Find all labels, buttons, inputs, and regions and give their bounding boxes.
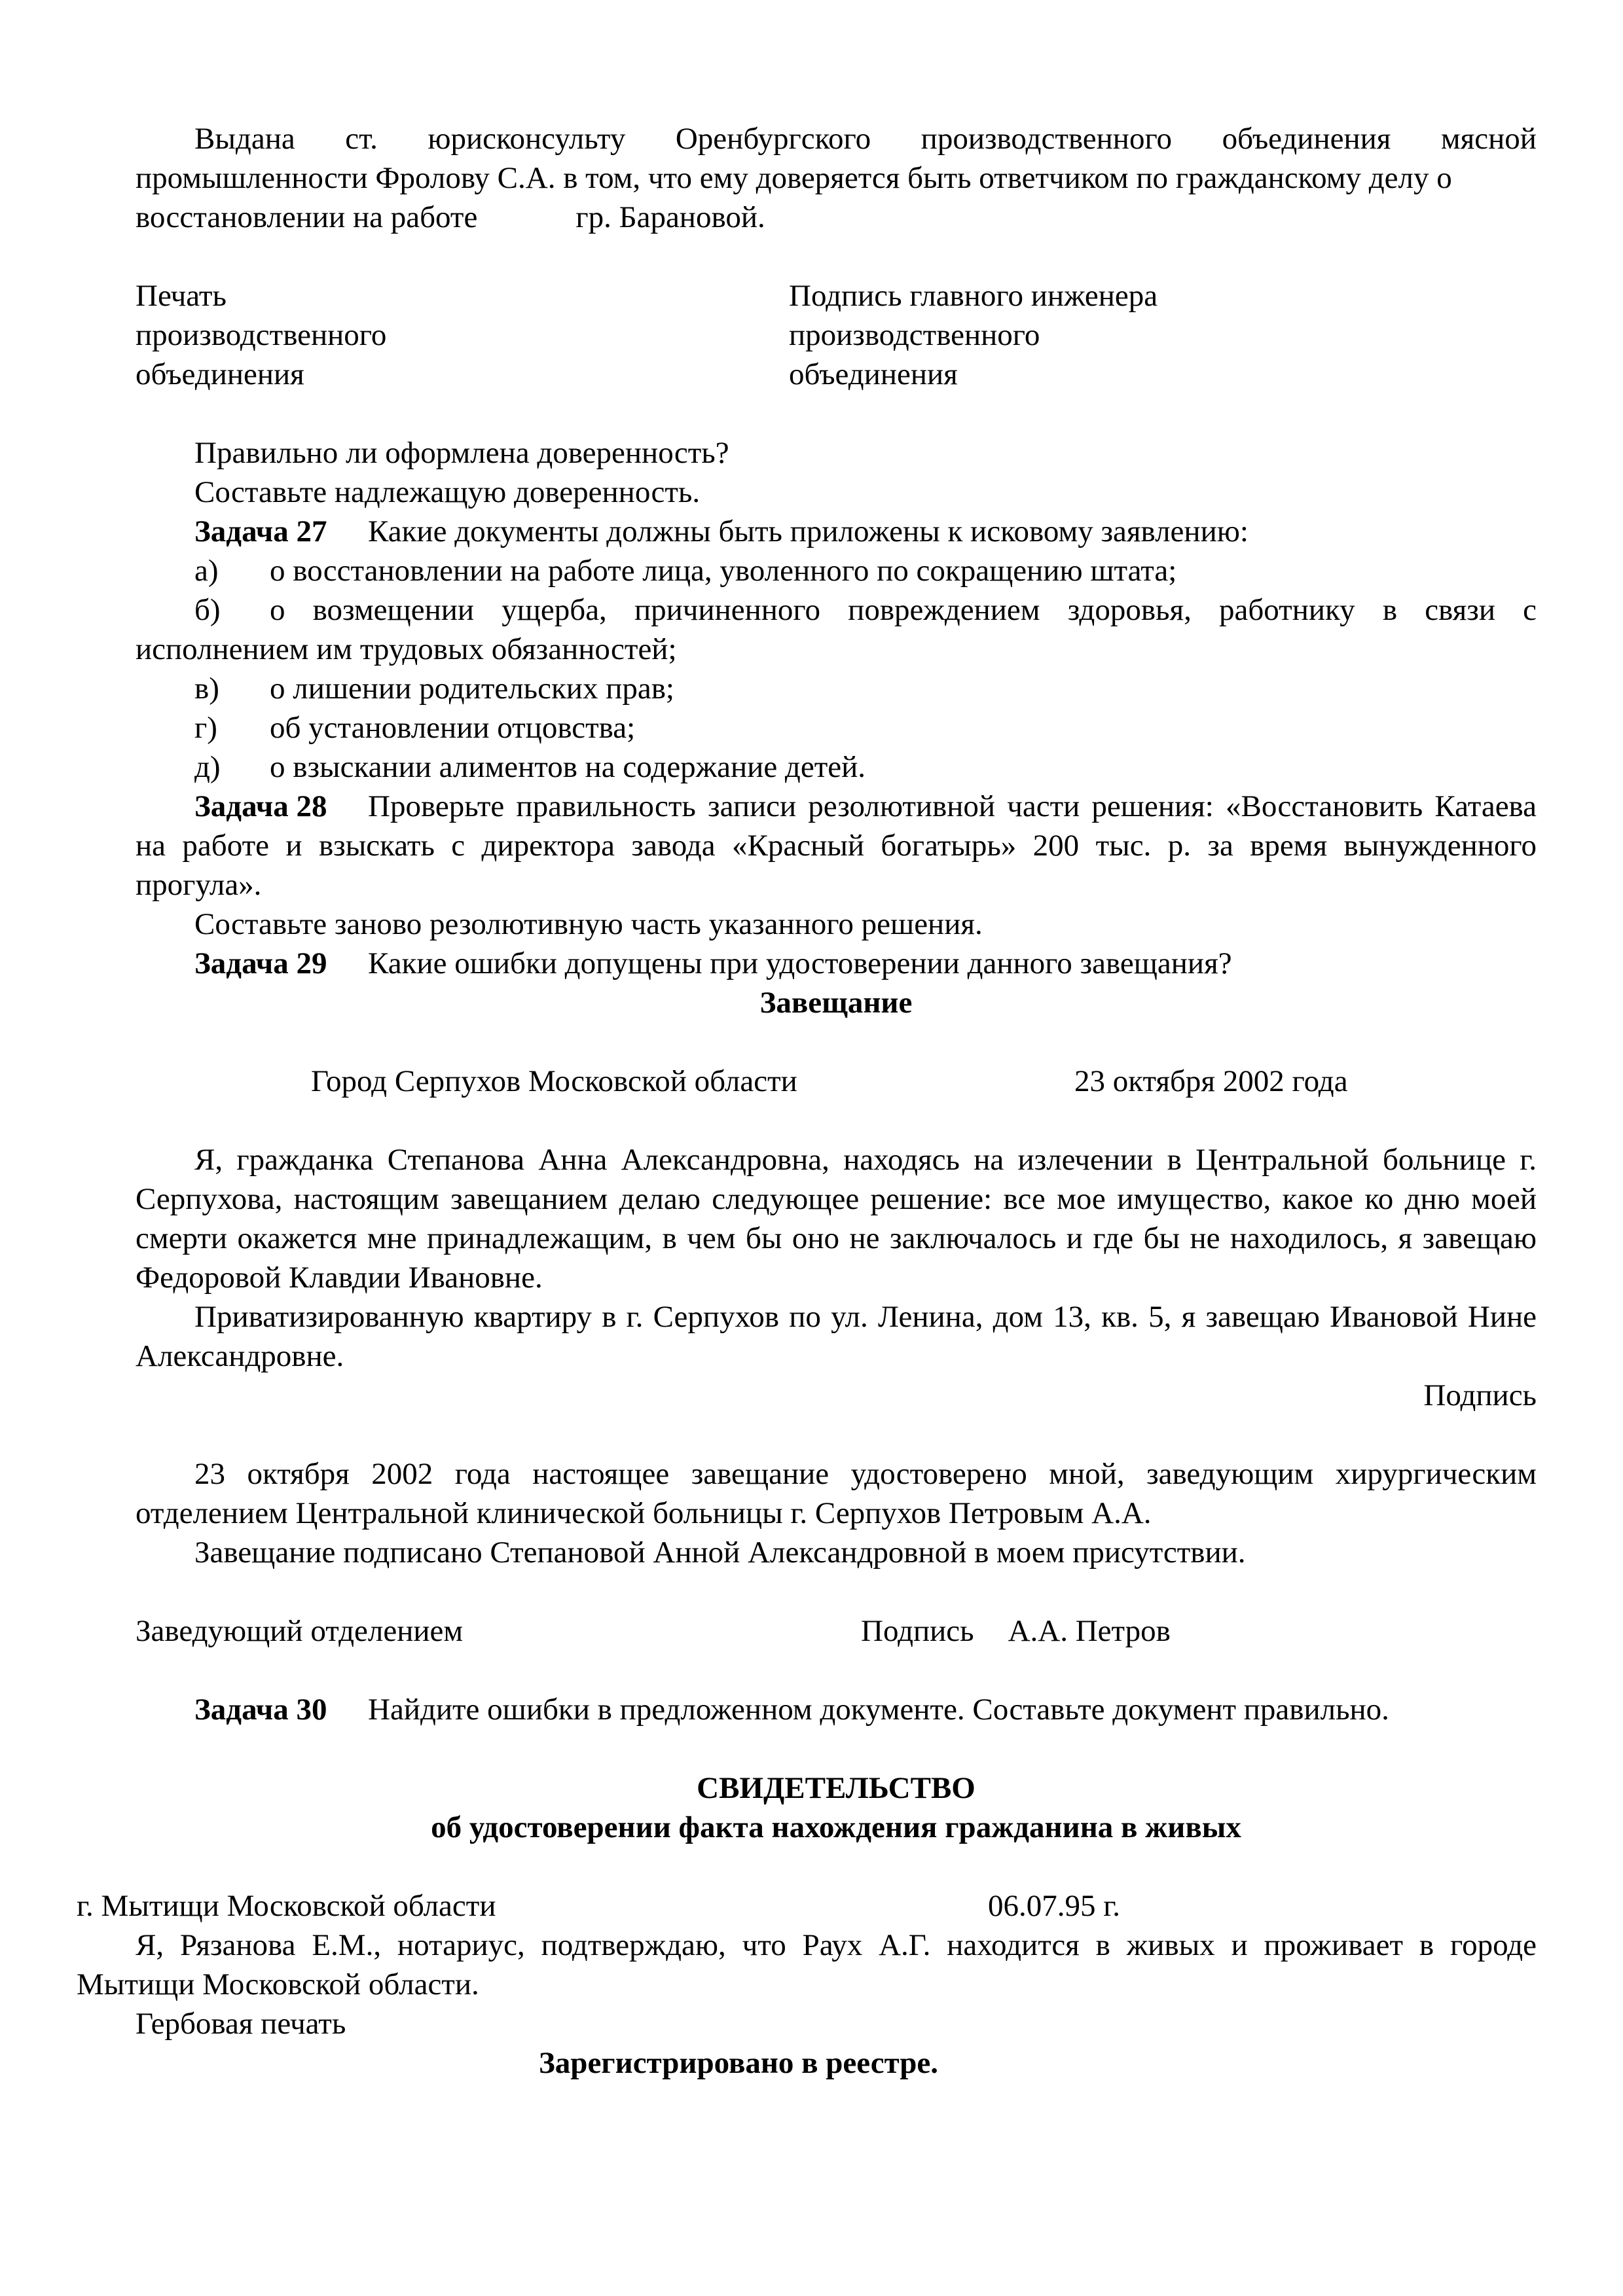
seal-block-left [136,276,386,394]
intro-word: мясной [1440,122,1537,156]
task-27-item-b [136,590,1537,669]
will-title: Завещание [759,986,913,1020]
intro-word: производственного [921,122,1173,156]
intro-word: Выдана [194,122,295,156]
task-28-paragraph [136,787,1537,905]
will-certification: 23 октября 2002 года настоящее завещание удостоверено мной, заведующим хирургическим отделением Центральной клинической больницы г. Серпухов Петровым А.А. [136,1457,1537,1530]
signature-line: объединения [789,357,958,391]
certificate-body [77,1926,1537,2004]
item-letter: а) [194,554,219,588]
certificate-place: г. Мытищи Московской области [77,1889,496,1923]
state-seal-label: Гербовая печать [136,2007,346,2041]
intro-line-3 [136,198,765,237]
task-30-heading [194,1690,1389,1729]
intro-line-1 [194,119,1537,158]
certificate-date: 06.07.95 г. [988,1889,1120,1923]
signature-line: Подпись главного инженера [789,279,1158,313]
will-testator-signature: Подпись [1423,1378,1537,1412]
task-27-label: Задача 27 [194,514,327,548]
task-29-heading [194,944,1232,983]
intro-line-2: промышленности Фролову С.А. в том, что ему доверяется быть ответчиком по гражданскому делу о [136,161,1452,195]
item-text: о лишении родительских прав; [270,672,674,706]
item-letter: в) [194,672,219,706]
item-letter: г) [194,711,217,745]
intro-line-3-part-a: восстановлении на работе [136,200,478,234]
head-name: А.А. Петров [1008,1614,1171,1648]
signature-block-right [789,276,1158,394]
head-signature-word: Подпись [861,1614,974,1648]
intro-word: объединения [1222,122,1391,156]
intro-line-3-part-b: гр. Барановой. [575,200,765,234]
certificate-title: СВИДЕТЕЛЬСТВО [697,1771,976,1805]
item-letter: б) [194,593,221,627]
task-29-label: Задача 29 [194,946,327,980]
task-30-label: Задача 30 [194,1693,327,1727]
registered-in-registry: Зарегистрировано в реестре. [539,2046,938,2080]
item-letter: д) [194,750,221,784]
will-place: Город Серпухов Московской области [311,1064,797,1098]
question-proxy-correct: Правильно ли оформлена доверенность? [194,436,729,470]
intro-word: ст. [345,122,378,156]
will-body-1: Я, гражданка Степанова Анна Александровна, находясь на излечении в Центральной больнице г. Серпухова, настоящим завещанием делаю следующее решение: все мое имущество, какое ко дню моей смерти окажется мне принадлежащим, в чем бы оно не заключалось и где бы не находилось, я завещаю Федоровой Клавдии Ивановне. [136,1143,1537,1295]
task-27-item-c [136,669,1537,708]
certificate-subtitle: об удостоверении факта нахождения гражданина в живых [431,1810,1241,1844]
item-text: о взыскании алиментов на содержание детей. [270,750,866,784]
task-28-followup: Составьте заново резолютивную часть указанного решения. [194,907,983,941]
will-date: 23 октября 2002 года [1074,1064,1348,1098]
question-compose-proxy: Составьте надлежащую доверенность. [194,475,701,509]
seal-line: производственного [136,318,387,352]
task-27-item-a [136,551,1537,590]
task-28-label: Задача 28 [194,789,327,823]
task-27-item-d [136,708,1537,747]
item-text: о возмещении ущерба, причиненного повреждением здоровья, работнику в связи с исполнением им трудовых обязанностей; [136,593,1537,666]
seal-line: объединения [136,357,304,391]
task-27-text: Какие документы должны быть приложены к исковому заявлению: [368,514,1249,548]
seal-line: Печать [136,279,227,313]
signature-line: производственного [789,318,1040,352]
task-27-item-e [136,747,1537,787]
item-text: о восстановлении на работе лица, уволенного по сокращению штата; [270,554,1177,588]
department-head-signature [861,1611,1171,1651]
task-30-text: Найдите ошибки в предложенном документе. Составьте документ правильно. [368,1693,1389,1727]
intro-word: Оренбургского [675,122,871,156]
certificate-body-text: Я, Рязанова Е.М., нотариус, подтверждаю, что Раух А.Г. находится в живых и проживает в городе Мытищи Московской области. [77,1928,1537,2001]
will-signed-in-presence: Завещание подписано Степановой Анной Александровной в моем присутствии. [194,1535,1246,1570]
task-28-text: Проверьте правильность записи резолютивной части решения: «Восстановить Катаева на работе и взыскать с директора завода «Красный богатырь» 200 тыс. р. за время вынужденного прогула». [136,789,1537,902]
task-27-heading [194,512,1249,551]
task-29-text: Какие ошибки допущены при удостоверении данного завещания? [368,946,1232,980]
will-body-2: Приватизированную квартиру в г. Серпухов по ул. Ленина, дом 13, кв. 5, я завещаю Ивановой Нине Александровне. [136,1300,1537,1373]
department-head-label: Заведующий отделением [136,1614,464,1648]
item-text: об установлении отцовства; [270,711,636,745]
intro-word: юрисконсульту [428,122,626,156]
